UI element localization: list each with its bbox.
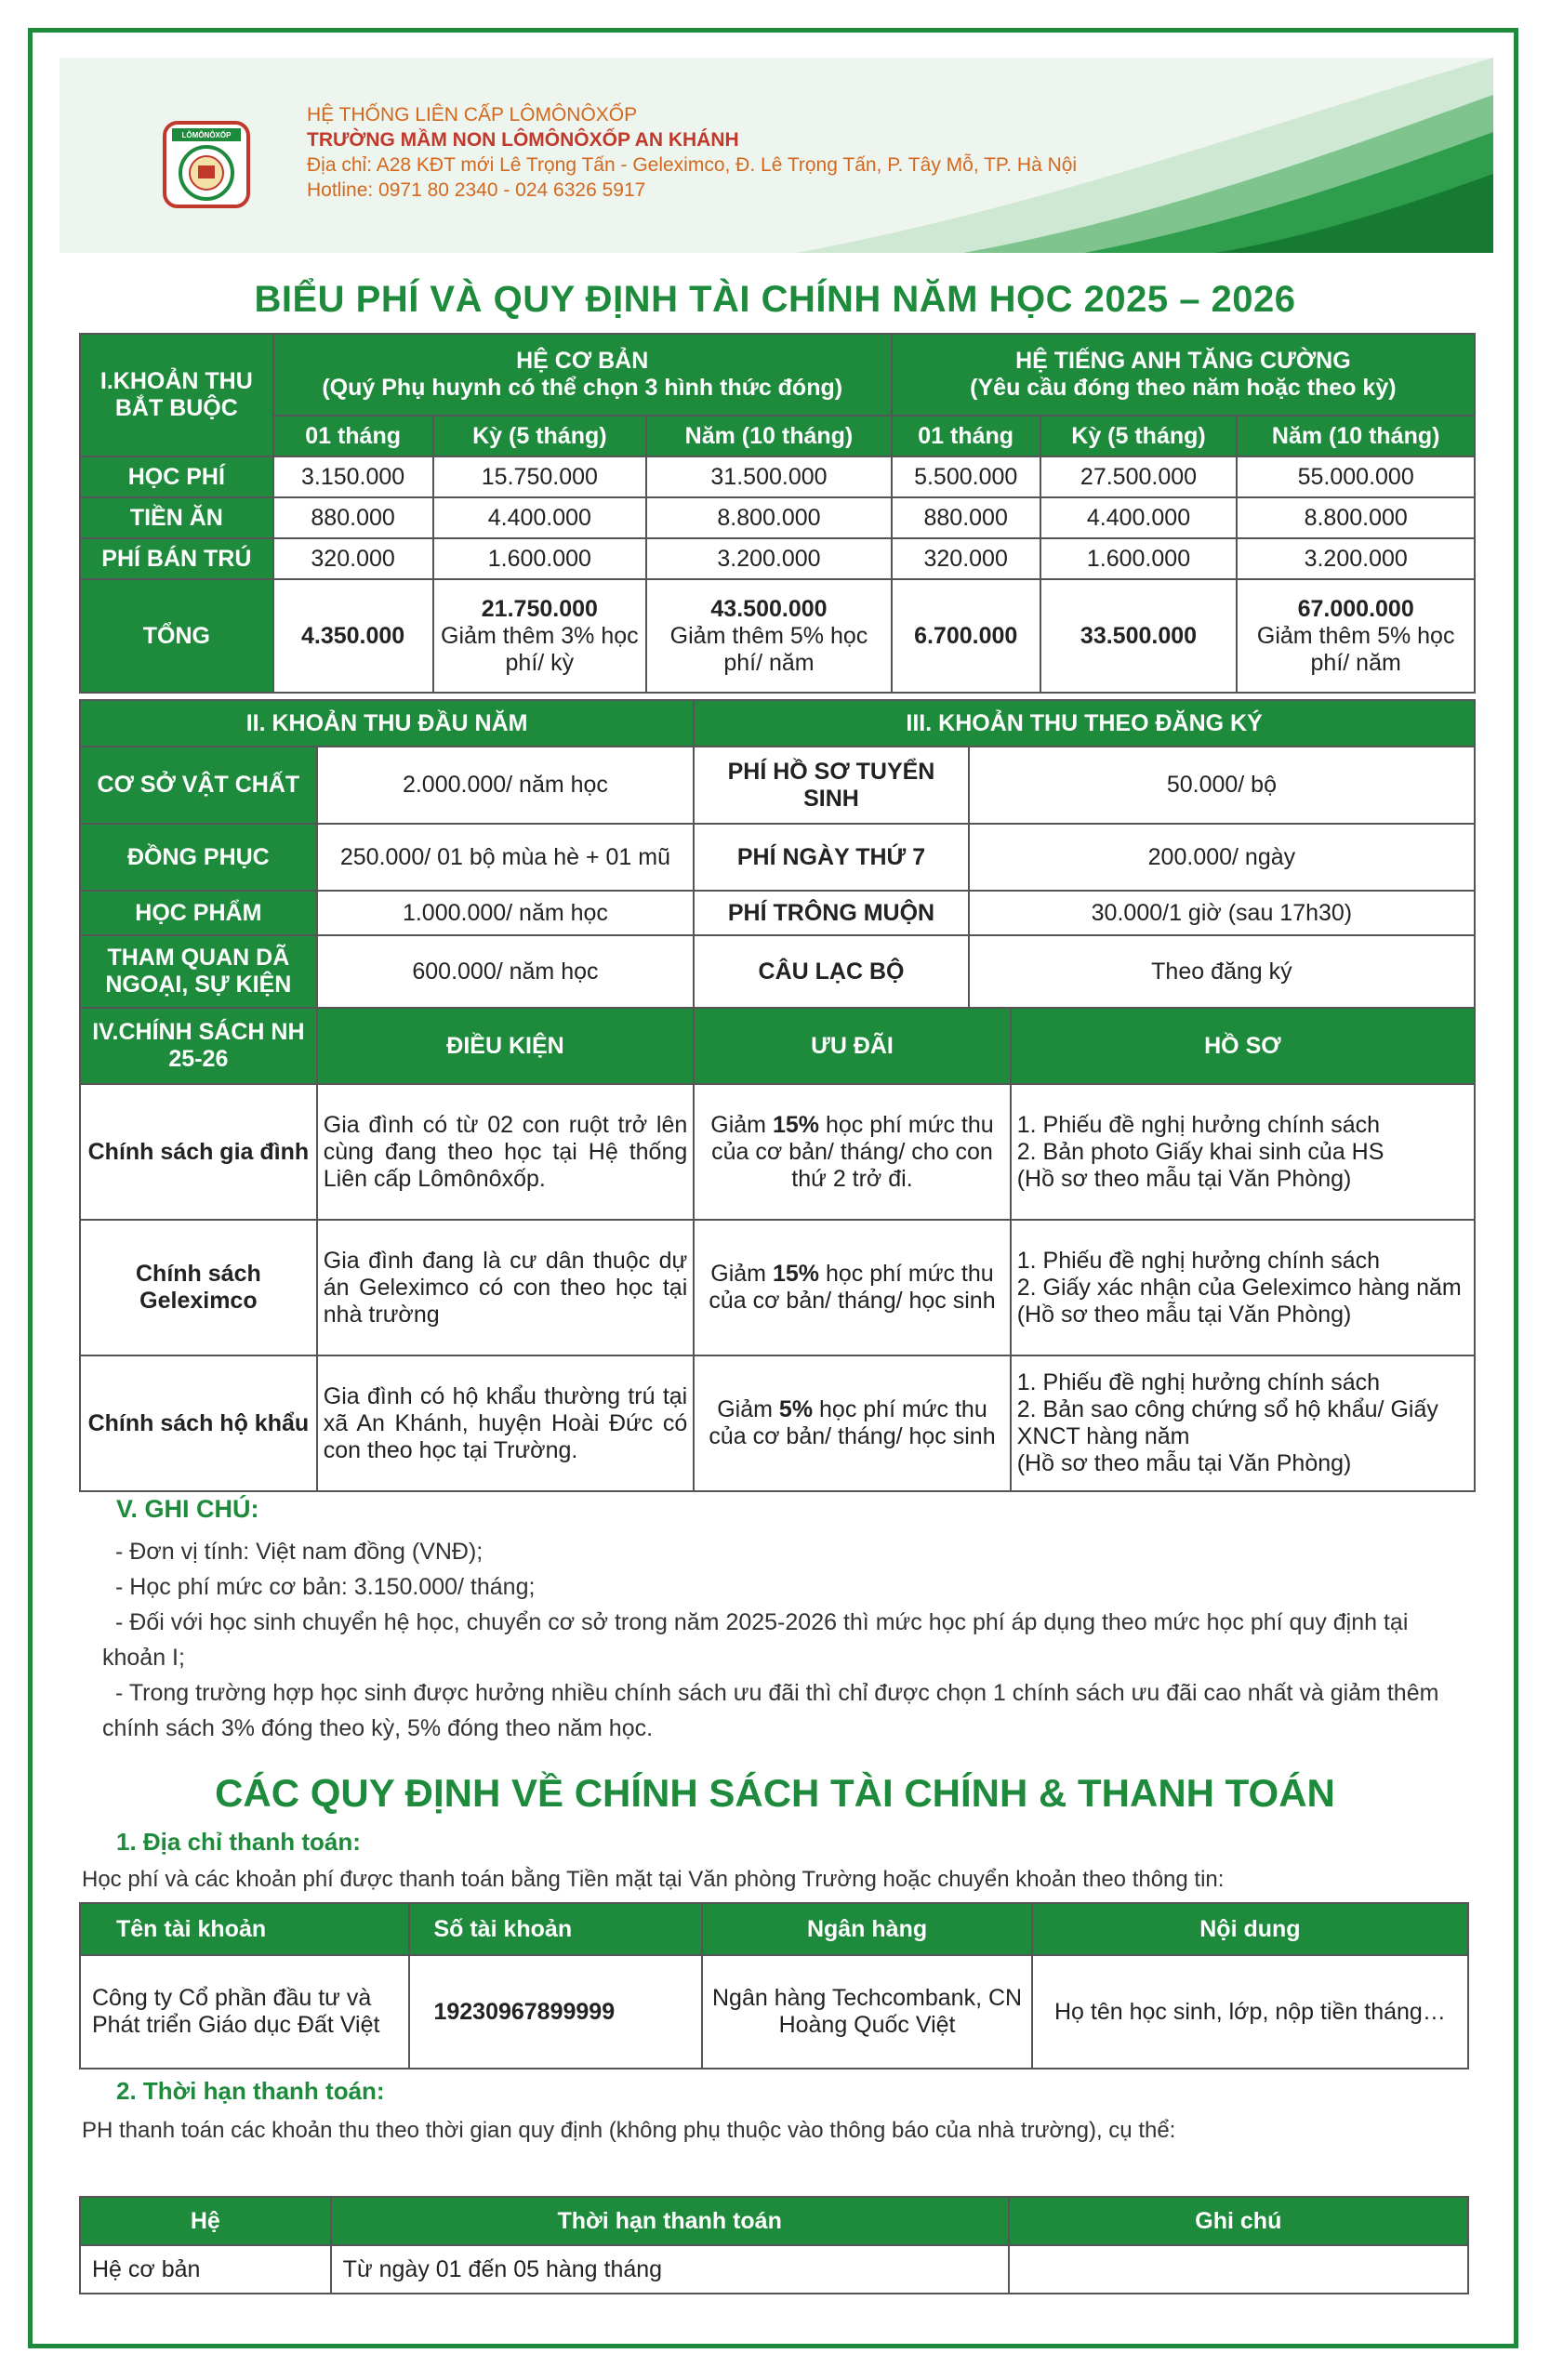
school-name: TRƯỜNG MẦM NON LÔMÔNÔXỐP AN KHÁNH — [307, 129, 739, 151]
offer-suffix: học phí mức thu của cơ bản/ tháng/ học sinh — [709, 1261, 996, 1314]
page-title: BIỂU PHÍ VÀ QUY ĐỊNH TÀI CHÍNH NĂM HỌC 2025 – 2026 — [254, 279, 1296, 320]
row-label: HỌC PHÍ — [80, 456, 273, 497]
payment-deadline: Từ ngày 01 đến 05 hàng tháng — [331, 2245, 1009, 2294]
doc-line: 2. Giấy xác nhận của Geleximco hàng năm — [1016, 1274, 1462, 1301]
note-item: - Học phí mức cơ bản: 3.150.000/ tháng; — [115, 1574, 536, 1600]
policy-docs — [1011, 1220, 1475, 1355]
fee-label: HỌC PHẨM — [80, 891, 317, 935]
offer-prefix: Giảm — [710, 1261, 773, 1287]
policy-name: Chính sách gia đình — [80, 1084, 317, 1220]
school-hotline: Hotline: 0971 80 2340 - 024 6326 5917 — [307, 179, 646, 201]
offer-suffix: học phí mức thu của cơ bản/ tháng/ học sinh — [709, 1396, 996, 1449]
note-item: - Đơn vị tính: Việt nam đồng (VNĐ); — [115, 1539, 484, 1565]
fee-value: 250.000/ 01 bộ mùa hè + 01 mũ — [317, 824, 694, 891]
regulations-title: CÁC QUY ĐỊNH VỀ CHÍNH SÁCH TÀI CHÍNH & THANH TOÁN — [215, 1771, 1335, 1815]
account-number: 19230967899999 — [409, 1955, 702, 2069]
total-cell-nam — [646, 579, 892, 693]
payment-address-text: Học phí và các khoản phí được thanh toán bằng Tiền mặt tại Văn phòng Trường hoặc chuyển khoản theo thông tin: — [82, 1867, 1225, 1892]
period-header: 01 tháng — [892, 416, 1040, 456]
doc-line: 1. Phiếu đề nghị hưởng chính sách — [1016, 1247, 1381, 1274]
fee-label: PHÍ TRÔNG MUỘN — [694, 891, 969, 935]
bank-header: Số tài khoản — [409, 1903, 702, 1955]
payment-address-title: 1. Địa chỉ thanh toán: — [116, 1828, 361, 1856]
deadline-header: Thời hạn thanh toán — [331, 2197, 1009, 2245]
doc-line: (Hồ sơ theo mẫu tại Văn Phòng) — [1016, 1301, 1352, 1328]
offer-percent: 15% — [772, 1261, 820, 1287]
fee-table — [79, 333, 1476, 694]
offer-header: ƯU ĐÃI — [694, 1008, 1010, 1084]
school-logo — [163, 121, 250, 208]
logo-text: LÔMÔNÔXỐP — [181, 131, 232, 139]
deadline-table — [79, 2196, 1469, 2294]
policy-condition: Gia đình có từ 02 con ruột trở lên cùng đang theo học tại Hệ thống Liên cấp Lômônôxốp. — [317, 1084, 694, 1220]
fee-row-meals — [80, 497, 1475, 538]
fee-cell: 3.150.000 — [273, 456, 433, 497]
fee-value: 600.000/ năm học — [317, 935, 694, 1008]
bank-table — [79, 1902, 1469, 2069]
basic-title: HỆ CƠ BẢN — [516, 348, 649, 374]
total-cell: 33.500.000 — [1040, 579, 1238, 693]
fee-value: 1.000.000/ năm học — [317, 891, 694, 935]
policy-offer — [694, 1220, 1010, 1355]
fee-cell: 31.500.000 — [646, 456, 892, 497]
offer-suffix: học phí mức thu của cơ bản/ tháng/ cho con thứ 2 trở đi. — [711, 1111, 994, 1192]
header-text — [307, 102, 1077, 203]
fee-value: Theo đăng ký — [969, 935, 1475, 1008]
section1-title: I.KHOẢN THU BẮT BUỘC — [80, 334, 273, 456]
policy-offer — [694, 1084, 1010, 1220]
fee-label: PHÍ HỒ SƠ TUYỂN SINH — [694, 747, 969, 824]
doc-line: 1. Phiếu đề nghị hưởng chính sách — [1016, 1111, 1381, 1138]
section2-title: II. KHOẢN THU ĐẦU NĂM — [80, 700, 694, 747]
bank-header: Tên tài khoản — [80, 1903, 409, 1955]
fee-row-tuition — [80, 456, 1475, 497]
fee-cell: 8.800.000 — [646, 497, 892, 538]
condition-header: ĐIỀU KIỆN — [317, 1008, 694, 1084]
school-address: Địa chỉ: A28 KĐT mới Lê Trọng Tấn - Geleximco, Đ. Lê Trọng Tấn, P. Tây Mỗ, TP. Hà Nội — [307, 154, 1078, 176]
policy-condition: Gia đình đang là cư dân thuộc dự án Geleximco có con theo học tại nhà trường — [317, 1220, 694, 1355]
policy-name: Chính sách hộ khẩu — [80, 1355, 317, 1491]
doc-line: 2. Bản photo Giấy khai sinh của HS — [1016, 1138, 1384, 1165]
program-name: Hệ cơ bản — [80, 2245, 331, 2294]
bank-header: Ngân hàng — [702, 1903, 1032, 1955]
row-label: TIỀN ĂN — [80, 497, 273, 538]
fee-cell: 15.750.000 — [433, 456, 647, 497]
discount-note: Giảm thêm 5% học phí/ năm — [1256, 622, 1455, 676]
offer-prefix: Giảm — [710, 1111, 773, 1138]
note-item: - Trong trường hợp học sinh được hưởng nhiều chính sách ưu đãi thì chỉ được chọn 1 chính sách ưu đãi cao nhất và giảm thêm chính sách 3% đóng theo kỳ, 5% đóng theo năm học. — [102, 1680, 1439, 1741]
doc-line: (Hồ sơ theo mẫu tại Văn Phòng) — [1016, 1165, 1352, 1192]
offer-percent: 15% — [772, 1111, 820, 1138]
fee-value: 30.000/1 giờ (sau 17h30) — [969, 891, 1475, 935]
fee-cell: 3.200.000 — [646, 538, 892, 579]
deadline-header: Ghi chú — [1009, 2197, 1468, 2245]
extra-fee-row — [80, 747, 1475, 824]
deadline-note — [1009, 2245, 1468, 2294]
english-subtitle: (Yêu cầu đóng theo năm hoặc theo kỳ) — [970, 375, 1397, 401]
notes-title: V. GHI CHÚ: — [116, 1495, 259, 1523]
transfer-content: Họ tên học sinh, lớp, nộp tiền tháng… — [1032, 1955, 1468, 2069]
doc-line: (Hồ sơ theo mẫu tại Văn Phòng) — [1016, 1450, 1352, 1476]
policy-table — [79, 1007, 1476, 1492]
offer-percent: 5% — [778, 1396, 814, 1422]
fee-cell: 1.600.000 — [433, 538, 647, 579]
policy-row — [80, 1355, 1475, 1491]
total-value: 43.500.000 — [710, 595, 828, 622]
period-header: Kỳ (5 tháng) — [1040, 416, 1238, 456]
total-value: 67.000.000 — [1297, 595, 1414, 622]
fee-cell: 3.200.000 — [1237, 538, 1475, 579]
deadline-text: PH thanh toán các khoản thu theo thời gian quy định (không phụ thuộc vào thông báo của nhà trường), cụ thể: — [82, 2118, 1176, 2143]
offer-prefix: Giảm — [717, 1396, 779, 1422]
deadline-row — [80, 2245, 1468, 2294]
basic-subtitle: (Quý Phụ huynh có thể chọn 3 hình thức đóng) — [322, 375, 843, 401]
fee-label: CƠ SỞ VẬT CHẤT — [80, 747, 317, 824]
period-header: Năm (10 tháng) — [1237, 416, 1475, 456]
note-item: - Đối với học sinh chuyển hệ học, chuyển cơ sở trong năm 2025-2026 thì mức học phí áp dụng theo mức học phí quy định tại khoản I; — [102, 1609, 1409, 1671]
extra-fee-row — [80, 824, 1475, 891]
extra-fees-table — [79, 699, 1476, 1009]
fee-cell: 880.000 — [273, 497, 433, 538]
total-cell-ky — [433, 579, 647, 693]
fee-cell: 4.400.000 — [1040, 497, 1238, 538]
policy-condition: Gia đình có hộ khẩu thường trú tại xã An Khánh, huyện Hoài Đức có con theo học tại Trường. — [317, 1355, 694, 1491]
discount-note: Giảm thêm 5% học phí/ năm — [669, 622, 868, 676]
period-header: Kỳ (5 tháng) — [433, 416, 647, 456]
fee-value: 2.000.000/ năm học — [317, 747, 694, 824]
english-title: HỆ TIẾNG ANH TĂNG CƯỜNG — [1015, 348, 1351, 374]
fee-row-boarding — [80, 538, 1475, 579]
total-cell: 6.700.000 — [892, 579, 1040, 693]
fee-cell: 27.500.000 — [1040, 456, 1238, 497]
fee-value: 50.000/ bộ — [969, 747, 1475, 824]
bank-row — [80, 1955, 1468, 2069]
notes-list — [102, 1534, 1460, 1746]
total-cell-nam-eng — [1237, 579, 1475, 693]
system-name: HỆ THỐNG LIÊN CẤP LÔMÔNÔXỐP — [307, 104, 638, 126]
discount-note: Giảm thêm 3% học phí/ kỳ — [441, 622, 639, 676]
fee-label: THAM QUAN DÃ NGOẠI, SỰ KIỆN — [80, 935, 317, 1008]
fee-cell: 55.000.000 — [1237, 456, 1475, 497]
english-program-header — [892, 334, 1475, 416]
fee-cell: 1.600.000 — [1040, 538, 1238, 579]
bank-header: Nội dung — [1032, 1903, 1468, 1955]
extra-fee-row — [80, 891, 1475, 935]
fee-cell: 320.000 — [273, 538, 433, 579]
period-header: Năm (10 tháng) — [646, 416, 892, 456]
fee-label: ĐỒNG PHỤC — [80, 824, 317, 891]
period-header: 01 tháng — [273, 416, 433, 456]
deadline-title: 2. Thời hạn thanh toán: — [116, 2077, 385, 2105]
section4-title: IV.CHÍNH SÁCH NH 25-26 — [80, 1008, 317, 1084]
docs-header: HỒ SƠ — [1011, 1008, 1475, 1084]
fee-cell: 320.000 — [892, 538, 1040, 579]
deadline-header: Hệ — [80, 2197, 331, 2245]
fee-cell: 5.500.000 — [892, 456, 1040, 497]
total-cell: 4.350.000 — [273, 579, 433, 693]
policy-docs — [1011, 1084, 1475, 1220]
total-label: TỔNG — [80, 579, 273, 693]
policy-row — [80, 1220, 1475, 1355]
fee-cell: 8.800.000 — [1237, 497, 1475, 538]
basic-program-header — [273, 334, 892, 416]
fee-label: PHÍ NGÀY THỨ 7 — [694, 824, 969, 891]
bank-name: Ngân hàng Techcombank, CN Hoàng Quốc Việt — [702, 1955, 1032, 2069]
fee-value: 200.000/ ngày — [969, 824, 1475, 891]
doc-line: 1. Phiếu đề nghị hưởng chính sách — [1016, 1369, 1381, 1395]
doc-line: 2. Bản sao công chứng sổ hộ khẩu/ Giấy XNCT hàng năm — [1016, 1396, 1438, 1449]
policy-offer — [694, 1355, 1010, 1491]
total-value: 21.750.000 — [481, 595, 598, 622]
policy-name: Chính sách Geleximco — [80, 1220, 317, 1355]
extra-fee-row — [80, 935, 1475, 1008]
policy-row — [80, 1084, 1475, 1220]
policy-docs — [1011, 1355, 1475, 1491]
fee-cell: 4.400.000 — [433, 497, 647, 538]
fee-row-total — [80, 579, 1475, 693]
section3-title: III. KHOẢN THU THEO ĐĂNG KÝ — [694, 700, 1475, 747]
fee-label: CÂU LẠC BỘ — [694, 935, 969, 1008]
fee-cell: 880.000 — [892, 497, 1040, 538]
account-name: Công ty Cổ phần đầu tư và Phát triển Giáo dục Đất Việt — [80, 1955, 409, 2069]
row-label: PHÍ BÁN TRÚ — [80, 538, 273, 579]
